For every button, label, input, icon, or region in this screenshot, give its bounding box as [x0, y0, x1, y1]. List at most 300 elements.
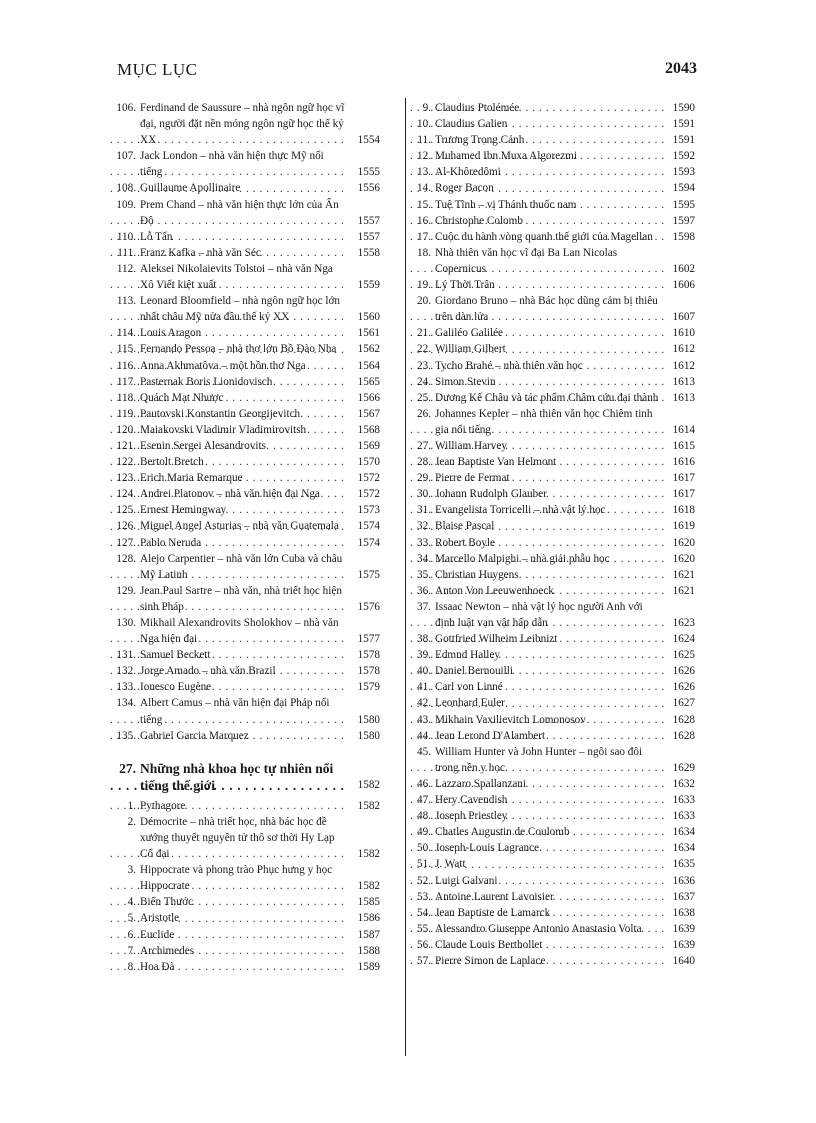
entry-title: Fernando Pessoa – nhà thơ lớn Bồ Đào Nha — [140, 343, 337, 356]
toc-entry[interactable] — [110, 229, 382, 245]
toc-entry[interactable] — [410, 679, 697, 695]
entry-title: Lý Thời Trân — [435, 279, 495, 292]
entry-title: Johannes Kepler – nhà thiên văn học Chiêm tinh gia nổi tiếng — [435, 407, 653, 436]
entry-title: Archimedes — [140, 944, 195, 957]
entry-page — [673, 776, 697, 792]
toc-entry[interactable] — [110, 422, 382, 438]
entry-number: 123. — [116, 472, 136, 485]
entry-page — [358, 486, 382, 502]
toc-entry[interactable] — [110, 406, 382, 422]
entry-page — [673, 792, 697, 808]
toc-entry[interactable] — [410, 599, 697, 631]
entry-number: 128. — [116, 552, 136, 565]
entry-page — [673, 953, 697, 969]
entry-number: 33. — [417, 536, 431, 549]
entry-number: 30. — [417, 488, 431, 501]
toc-entry[interactable] — [410, 100, 697, 116]
entry-number: 48. — [417, 810, 431, 823]
toc-entry[interactable] — [410, 808, 697, 824]
toc-entry[interactable] — [110, 615, 382, 647]
entry-number: 55. — [417, 922, 431, 935]
entry-title: Albert Camus – nhà văn hiện đại Pháp nổi tiếng — [140, 697, 330, 726]
toc-entry[interactable] — [410, 148, 697, 164]
entry-title: Franz Kafka – nhà văn Séc — [140, 246, 261, 259]
page-header — [117, 60, 697, 84]
entry-number: 51. — [417, 858, 431, 871]
entry-title: Galiléo Galilée — [435, 327, 504, 340]
entry-page-value: 1582 — [357, 848, 380, 861]
entry-page-value: 1554 — [357, 134, 380, 147]
entry-number: 52. — [417, 874, 431, 887]
entry-number: 38. — [417, 633, 431, 646]
entry-number: 20. — [417, 295, 431, 308]
entry-number: 6. — [127, 928, 136, 941]
entry-page-value: 1578 — [357, 665, 380, 678]
toc-entry[interactable] — [110, 695, 382, 727]
entry-page-value: 1555 — [357, 166, 380, 179]
toc-entry[interactable] — [110, 518, 382, 534]
toc-entry[interactable] — [410, 358, 697, 374]
toc-entry[interactable] — [410, 197, 697, 213]
toc-entry[interactable] — [410, 695, 697, 711]
toc-entry[interactable] — [410, 454, 697, 470]
entry-number: 115. — [116, 343, 136, 356]
entry-title: Pierre de Fermat — [435, 472, 510, 485]
toc-entry[interactable] — [410, 518, 697, 534]
toc-entry[interactable] — [410, 647, 697, 663]
entry-number: 34. — [417, 552, 431, 565]
entry-page — [358, 341, 382, 357]
entry-number: 135. — [116, 729, 136, 742]
toc-entry[interactable] — [110, 245, 382, 261]
toc-entry[interactable] — [110, 798, 382, 814]
toc-entry[interactable] — [410, 374, 697, 390]
entry-title: Hippocrate và phong trào Phục hưng y học Hippocrate — [140, 864, 333, 893]
entry-number: 36. — [417, 584, 431, 597]
entry-page — [673, 583, 697, 599]
toc-entry[interactable] — [410, 180, 697, 196]
entry-number: 111. — [117, 246, 136, 259]
toc-entry[interactable] — [410, 663, 697, 679]
entry-page — [673, 132, 697, 148]
entry-page-value: 1617 — [672, 472, 695, 485]
entry-title: Gabriel Garcia Marquez — [140, 729, 249, 742]
entry-page-value: 1610 — [672, 327, 695, 340]
entry-page-value: 1639 — [672, 938, 695, 951]
entry-page — [673, 277, 697, 293]
entry-title: Hery Cavendish — [435, 794, 508, 807]
entry-number: 10. — [417, 118, 431, 131]
entry-page — [358, 390, 382, 406]
entry-page-value: 1612 — [672, 359, 695, 372]
toc-entry[interactable] — [410, 277, 697, 293]
entry-page — [358, 647, 382, 663]
entry-page-value: 1621 — [672, 584, 695, 597]
toc-list-right — [410, 100, 697, 969]
toc-entry[interactable] — [110, 535, 382, 551]
entry-page — [673, 341, 697, 357]
entry-page-value: 1615 — [672, 439, 695, 452]
entry-number: 57. — [417, 954, 431, 967]
entry-page-value: 1613 — [672, 375, 695, 388]
entry-number: 110. — [116, 230, 136, 243]
entry-number: 132. — [116, 665, 136, 678]
toc-entry[interactable] — [410, 937, 697, 953]
toc-entry[interactable] — [110, 927, 382, 943]
entry-page-value: 1628 — [672, 713, 695, 726]
entry-page — [673, 551, 697, 567]
entry-page-value: 1578 — [357, 649, 380, 662]
toc-entry[interactable] — [110, 454, 382, 470]
entry-page — [358, 599, 382, 615]
entry-page — [673, 615, 697, 631]
entry-page — [358, 567, 382, 583]
entry-title: Quách Mạt Nhược — [140, 391, 224, 404]
toc-entry[interactable] — [410, 535, 697, 551]
entry-page-value: 1619 — [672, 520, 695, 533]
toc-entry[interactable] — [110, 390, 382, 406]
entry-title: Lỗ Tấn — [140, 230, 173, 243]
entry-title: Jean Baptiste Van Helmont — [435, 456, 557, 469]
entry-page — [673, 486, 697, 502]
entry-number: 113. — [116, 295, 136, 308]
entry-title: Bertolt Bretch — [140, 456, 204, 469]
entry-page — [358, 164, 382, 180]
toc-entry[interactable] — [410, 116, 697, 132]
entry-page — [358, 927, 382, 943]
entry-title: Erich Maria Remarque — [140, 472, 243, 485]
entry-number: 2. — [127, 815, 136, 828]
entry-page — [358, 438, 382, 454]
entry-number: 54. — [417, 906, 431, 919]
entry-page — [673, 728, 697, 744]
column-divider — [405, 98, 406, 1056]
entry-page-value: 1561 — [357, 327, 380, 340]
section-title: Những nhà khoa học tự nhiên nổi tiếng thế giới — [140, 760, 334, 793]
entry-page — [358, 213, 382, 229]
toc-entry[interactable] — [110, 583, 382, 615]
entry-page-value: 1614 — [672, 423, 695, 436]
toc-entry[interactable] — [110, 358, 382, 374]
entry-title: Jean.Paul Sartre – nhà văn, nhà triết học hiện sinh Pháp — [140, 584, 342, 613]
toc-entry[interactable] — [110, 293, 382, 325]
toc-entry[interactable] — [110, 663, 382, 679]
page-number: 2043 — [665, 60, 697, 77]
entry-title: Tuệ Tĩnh – vị Thánh thuốc nam — [435, 198, 577, 211]
entry-number: 49. — [417, 826, 431, 839]
entry-page — [673, 856, 697, 872]
entry-page — [673, 631, 697, 647]
toc-entry[interactable] — [410, 164, 697, 180]
entry-page-value: 1592 — [672, 150, 695, 163]
entry-number: 56. — [417, 938, 431, 951]
entry-number: 1. — [127, 799, 136, 812]
entry-title: Roger Bacon — [435, 182, 494, 195]
toc-entry[interactable] — [410, 744, 697, 776]
entry-title: Aristotle — [140, 912, 180, 925]
entry-page — [358, 535, 382, 551]
entry-number: 107. — [116, 150, 136, 163]
toc-entry[interactable] — [410, 390, 697, 406]
entry-title: Louis Aragon — [140, 327, 202, 340]
entry-number: 29. — [417, 472, 431, 485]
entry-title: Ferdinand de Saussure – nhà ngôn ngữ học vĩ đại, người đặt nền móng ngôn ngữ học thế kỷ XX — [140, 102, 345, 147]
entry-title: Chatles Augustin de Coulomb — [435, 826, 570, 839]
entry-number: 21. — [417, 327, 431, 340]
entry-title: Evangelista Torricelli – nhà vật lý học — [435, 504, 606, 517]
entry-title: Anna Akhmatôva – một hồn thơ Nga — [140, 359, 306, 372]
entry-number: 120. — [116, 423, 136, 436]
entry-page-value: 1623 — [672, 617, 695, 629]
entry-number: 18. — [417, 246, 431, 259]
entry-number: 16. — [417, 214, 431, 227]
entry-page — [358, 325, 382, 341]
toc-entry[interactable] — [410, 953, 697, 969]
entry-title: Aleksei Nikolaievits Tolstoi – nhà văn Nga Xô Viết kiệt xuất — [140, 262, 333, 292]
entry-title: Pablo Neruda — [140, 536, 202, 549]
entry-page-value: 1637 — [672, 890, 695, 903]
entry-page — [358, 846, 382, 862]
toc-entry[interactable] — [410, 229, 697, 245]
toc-left-column — [110, 100, 382, 975]
entry-number: 5. — [127, 912, 136, 925]
entry-title: Gottfried Wilheim Leibnizt — [435, 633, 558, 646]
toc-entry[interactable] — [410, 776, 697, 792]
entry-title: Mikhain Vaxilievitch Lomonosov — [435, 713, 586, 726]
entry-page-value: 1569 — [357, 439, 380, 452]
entry-title: Ernest Hemingway — [140, 504, 227, 517]
entry-page-value: 1590 — [672, 102, 695, 114]
entry-title: Alessandro Giuseppe Antonio Anastasio Volta — [435, 922, 642, 935]
entry-page — [673, 100, 697, 116]
toc-entry[interactable] — [110, 647, 382, 663]
entry-number: 131. — [116, 649, 136, 662]
toc-entry[interactable] — [410, 889, 697, 905]
toc-entry[interactable] — [410, 438, 697, 454]
entry-page — [673, 535, 697, 551]
toc-entry[interactable] — [110, 894, 382, 910]
toc-entry[interactable] — [110, 470, 382, 486]
toc-entry[interactable] — [110, 814, 382, 862]
toc-entry[interactable] — [110, 438, 382, 454]
toc-entry[interactable] — [410, 873, 697, 889]
entry-page-value: 1587 — [357, 928, 380, 941]
entry-page — [673, 679, 697, 695]
entry-title: Miguel Angel Asturias – nhà văn Guatemala — [140, 520, 339, 533]
toc-entry[interactable] — [110, 502, 382, 518]
entry-number: 9. — [422, 102, 431, 114]
entry-page-value: 1597 — [672, 214, 695, 227]
entry-page-value: 1640 — [672, 954, 695, 967]
toc-entry[interactable] — [110, 197, 382, 229]
entry-title: Tycho Brahé – nhà thiên văn học — [435, 359, 583, 372]
entry-page-value: 1607 — [672, 311, 695, 324]
section-heading[interactable] — [110, 760, 382, 794]
entry-page — [673, 422, 697, 438]
entry-page-value: 1634 — [672, 842, 695, 855]
entry-title: Jorge Amado – nhà văn Brazil — [140, 665, 276, 678]
entry-page-value: 1620 — [672, 552, 695, 565]
toc-entry[interactable] — [410, 470, 697, 486]
entry-title: Claudius Galien — [435, 118, 508, 131]
entry-page — [673, 921, 697, 937]
entry-page — [358, 712, 382, 728]
entry-page — [673, 213, 697, 229]
entry-title: Démocrite – nhà triết học, nhà bác học đề xướng thuyết nguyên tử thô sơ thời Hy Lạp Cổ đại — [140, 815, 335, 861]
toc-entry[interactable] — [110, 959, 382, 975]
toc-entry[interactable] — [410, 245, 697, 277]
entry-page — [673, 116, 697, 132]
toc-list-after-section — [110, 798, 382, 975]
entry-page — [673, 937, 697, 953]
entry-number: 114. — [116, 327, 136, 340]
entry-page — [358, 679, 382, 695]
entry-page-value: 1639 — [672, 922, 695, 935]
toc-entry[interactable] — [410, 856, 697, 872]
entry-number: 22. — [417, 343, 431, 356]
toc-entry[interactable] — [410, 213, 697, 229]
entry-title: Jean Lerond D'Alambert — [435, 729, 546, 742]
toc-entry[interactable] — [110, 862, 382, 894]
entry-page — [673, 197, 697, 213]
entry-title: Hoa Đà — [140, 960, 175, 973]
entry-title: Daniel Bernouilli — [435, 665, 513, 678]
entry-number: 3. — [127, 864, 136, 877]
toc-entry[interactable] — [410, 583, 697, 599]
page-title: MỤC LỤC — [117, 60, 198, 79]
entry-page-value: 1594 — [672, 182, 695, 195]
entry-page — [358, 309, 382, 325]
entry-number: 8. — [127, 960, 136, 973]
entry-page — [673, 873, 697, 889]
toc-entry[interactable] — [110, 341, 382, 357]
toc-entry[interactable] — [410, 921, 697, 937]
entry-page-value: 1559 — [357, 279, 380, 292]
entry-title: Simon Stevin — [435, 375, 496, 388]
entry-number: 27. — [417, 439, 431, 452]
entry-page — [673, 180, 697, 196]
toc-entry[interactable] — [110, 325, 382, 341]
entry-title: Ionesco Eugène — [140, 681, 212, 694]
entry-title: Jean Baptiste de Lamarck — [435, 906, 551, 919]
entry-page-value: 1626 — [672, 665, 695, 678]
entry-title: Mikhail Alexandrovits Sholokhov – nhà văn Nga hiện đại — [140, 617, 339, 646]
entry-number: 12. — [417, 150, 431, 163]
entry-page — [673, 374, 697, 390]
toc-entry[interactable] — [110, 551, 382, 583]
toc-entry[interactable] — [110, 180, 382, 196]
toc-entry[interactable] — [110, 374, 382, 390]
entry-page — [673, 760, 697, 776]
entry-number: 112. — [116, 262, 136, 275]
toc-entry[interactable] — [410, 325, 697, 341]
entry-page — [358, 470, 382, 486]
entry-page — [673, 438, 697, 454]
entry-page — [358, 518, 382, 534]
entry-title: Christophe Colomb — [435, 214, 523, 227]
entry-title: Dương Kế Châu và tác phẩm Châm cứu đại thành — [435, 391, 659, 404]
entry-number: 35. — [417, 568, 431, 581]
toc-entry[interactable] — [410, 406, 697, 438]
entry-page — [673, 325, 697, 341]
entry-number: 50. — [417, 842, 431, 855]
entry-page-value: 1626 — [672, 681, 695, 694]
entry-page-value: 1579 — [357, 681, 380, 694]
entry-number: 14. — [417, 182, 431, 195]
entry-title: Maiakovski Vladimir Vladimirovitsh — [140, 423, 307, 436]
toc-entry[interactable] — [410, 840, 697, 856]
toc-entry[interactable] — [110, 100, 382, 148]
entry-page-value: 1634 — [672, 826, 695, 839]
toc-entry[interactable] — [410, 486, 697, 502]
toc-entry[interactable] — [410, 132, 697, 148]
entry-number: 24. — [417, 375, 431, 388]
entry-page — [358, 180, 382, 196]
entry-page-value: 1580 — [357, 729, 380, 742]
toc-entry[interactable] — [110, 679, 382, 695]
entry-title: Leonard Bloomfield – nhà ngôn ngữ học lớn nhất châu Mỹ nửa đầu thế kỷ XX — [140, 295, 340, 324]
entry-page — [358, 959, 382, 975]
entry-page-value: 1558 — [357, 246, 380, 259]
toc-entry[interactable] — [110, 910, 382, 926]
entry-number: 44. — [417, 729, 431, 742]
toc-entry[interactable] — [110, 943, 382, 959]
toc-entry[interactable] — [410, 824, 697, 840]
entry-page-value: 1606 — [672, 279, 695, 292]
toc-entry[interactable] — [110, 148, 382, 180]
entry-title: Joseph Priestley — [435, 810, 508, 823]
entry-page — [358, 502, 382, 518]
entry-page-value: 1621 — [672, 568, 695, 581]
entry-page — [358, 894, 382, 910]
entry-title: Muhamed Ibn Muxa Algorezmi — [435, 150, 577, 163]
entry-page-value: 1602 — [672, 262, 695, 275]
entry-title: William Hunter và John Hunter – ngôi sao đôi trong nền y học — [435, 745, 643, 774]
toc-entry[interactable] — [110, 261, 382, 293]
entry-page-value: 1582 — [357, 880, 380, 893]
toc-entry[interactable] — [410, 341, 697, 357]
toc-entry[interactable] — [410, 502, 697, 518]
toc-entry[interactable] — [410, 905, 697, 921]
entry-page — [358, 728, 382, 744]
toc-entry[interactable] — [410, 631, 697, 647]
entry-page — [673, 390, 697, 406]
toc-entry[interactable] — [410, 293, 697, 325]
toc-entry[interactable] — [110, 486, 382, 502]
entry-page-value: 1633 — [672, 810, 695, 823]
entry-page-value: 1572 — [357, 472, 380, 485]
entry-page-value: 1618 — [672, 504, 695, 517]
toc-entry[interactable] — [410, 551, 697, 567]
entry-page — [673, 229, 697, 245]
toc-entry[interactable] — [410, 792, 697, 808]
entry-number: 124. — [116, 488, 136, 501]
entry-page — [673, 808, 697, 824]
entry-page — [358, 374, 382, 390]
entry-page-value: 1580 — [357, 713, 380, 726]
toc-entry[interactable] — [110, 728, 382, 744]
toc-entry[interactable] — [410, 567, 697, 583]
entry-page — [673, 663, 697, 679]
toc-entry[interactable] — [410, 728, 697, 744]
entry-title: Robert Boyle — [435, 536, 495, 549]
entry-page — [673, 647, 697, 663]
entry-page-value: 1591 — [672, 118, 695, 131]
entry-page — [673, 358, 697, 374]
entry-number: 7. — [127, 944, 136, 957]
toc-entry[interactable] — [410, 712, 697, 728]
entry-title: Carl von Linné — [435, 681, 503, 694]
